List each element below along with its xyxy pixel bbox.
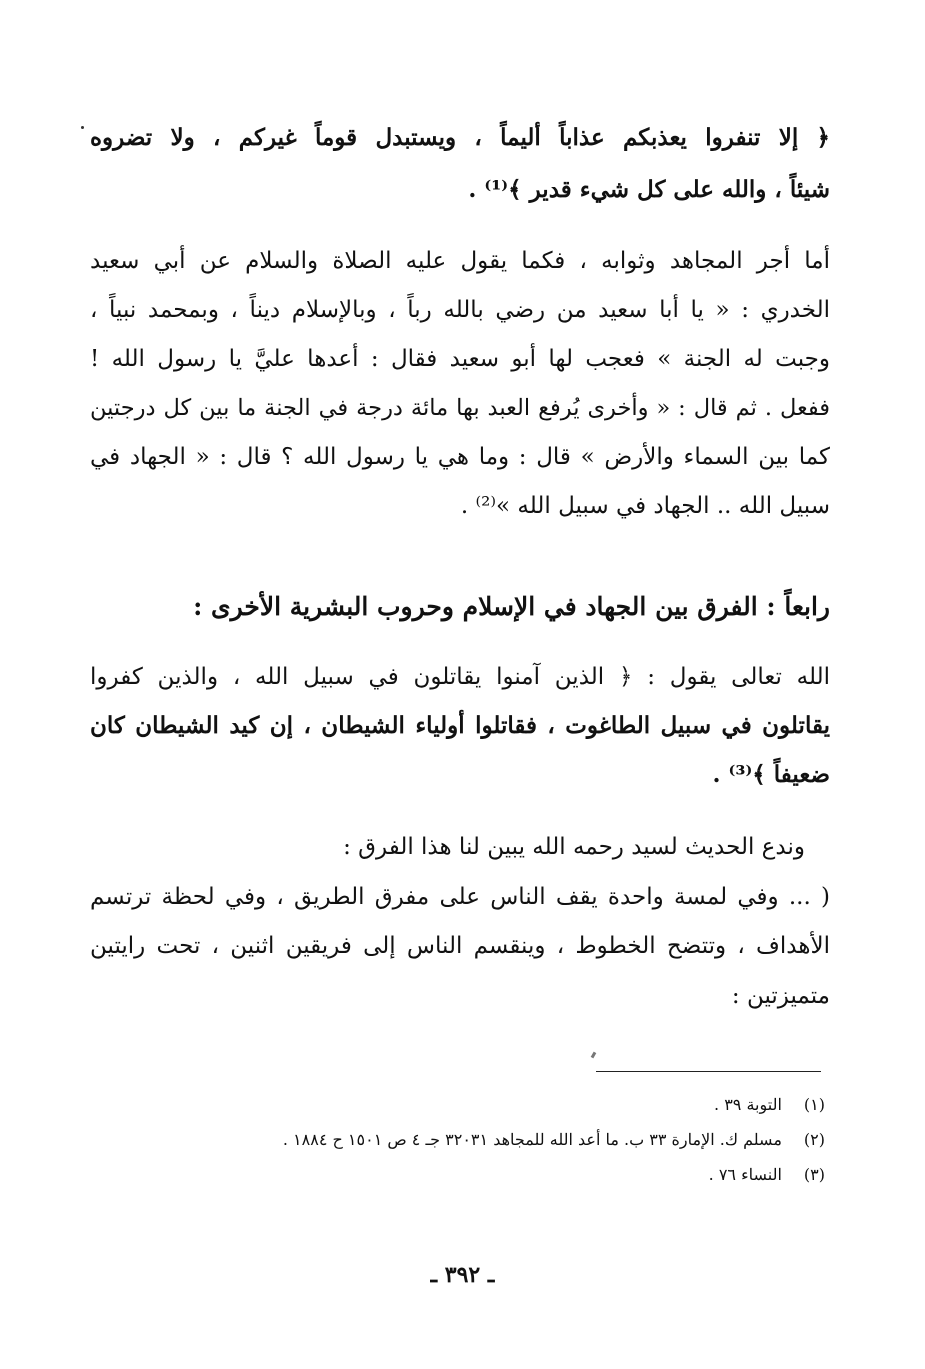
footnote-rule [596, 1071, 821, 1072]
verse-line-1: ﴿ إلا تنفروا يعذبكم عذاباً أليماً ، ويستبدل قوماً غيركم ، ولا تضروه [90, 124, 830, 151]
hadith-line-5: كما بين السماء والأرض » قال : وما هي يا رسول الله ؟ قال : « الجهاد في [90, 444, 830, 470]
quote-line-2: الأهداف ، وتتضح الخطوط ، وينقسم الناس إلى فريقين اثنين ، تحت رايتين [90, 933, 830, 959]
verse2-line-1: الله تعالى يقول : ﴿ الذين آمنوا يقاتلون في سبيل الله ، والذين كفروا [90, 664, 830, 690]
footnote-text: النساء ٧٦ . [708, 1165, 782, 1184]
footnote-2 [85, 1129, 825, 1151]
footnote-text: التوبة ٣٩ . [714, 1095, 782, 1114]
verse2-line-3: ضعيفاً ﴾⁽³⁾ . [712, 761, 830, 788]
footnote-1 [85, 1094, 825, 1116]
footnote-number: (٣) [803, 1165, 825, 1184]
section-heading: رابعاً : الفرق بين الجهاد في الإسلام وحروب البشرية الأخرى : [193, 592, 830, 621]
hadith-line-4: ففعل . ثم قال : « وأخرى يُرفع العبد بها مائة درجة في الجنة ما بين كل درجتين [90, 395, 830, 421]
hadith-line-1: أما أجر المجاهد وثوابه ، فكما يقول عليه الصلاة والسلام عن أبي سعيد [90, 248, 830, 274]
footnote-number: (٢) [803, 1130, 825, 1149]
quote-line-3: متميزتين : [731, 983, 830, 1009]
ink-speck [591, 1052, 597, 1059]
hadith-line-6: سبيل الله .. الجهاد في سبيل الله »⁽²⁾ . [460, 493, 830, 519]
hadith-line-3: وجبت له الجنة » فعجب لها أبو سعيد فقال : أعدها عليَّ يا رسول الله ! [90, 346, 830, 372]
verse-line-2: شيئاً ، والله على كل شيء قدير ﴾⁽¹⁾ . [468, 176, 830, 203]
ink-speck [81, 126, 84, 129]
footnote-number: (١) [803, 1095, 825, 1114]
quote-intro: وندع الحديث لسيد رحمه الله يبين لنا هذا الفرق : [343, 834, 805, 860]
page-number: ـ ٣٩٢ ـ [430, 1262, 495, 1288]
footnote-text: مسلم ك. الإمارة ٣٣ ب. ما أعد الله للمجاهد ٣٢٠٣١ جـ ٤ ص ١٥٠١ ح ١٨٨٤ . [282, 1130, 782, 1149]
quote-line-1: ( ... وفي لمسة واحدة يقف الناس على مفرق الطريق ، وفي لحظة ترتسم [90, 884, 830, 910]
footnote-3 [85, 1164, 825, 1186]
verse2-line-2: يقاتلون في سبيل الطاغوت ، فقاتلوا أولياء الشيطان ، إن كيد الشيطان كان [90, 712, 830, 739]
hadith-line-2: الخدري : « يا أبا سعيد من رضي بالله رباً ، وبالإسلام ديناً ، وبمحمد نبياً ، [90, 297, 830, 323]
